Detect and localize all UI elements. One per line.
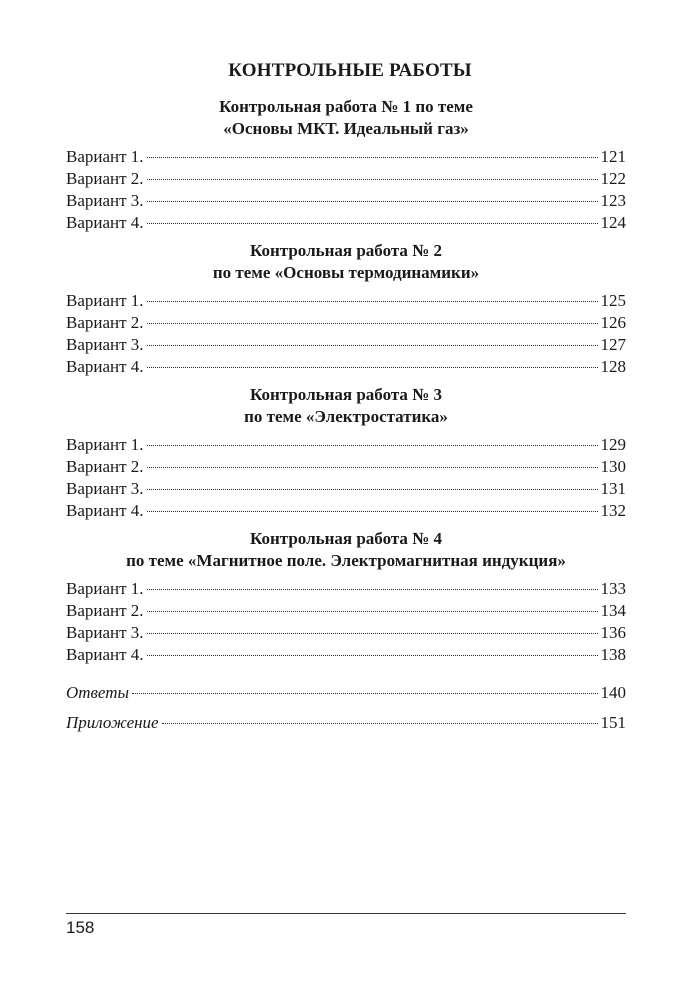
- dot-leader: [147, 179, 598, 180]
- section-heading: [66, 96, 626, 140]
- toc-entry[interactable]: [66, 600, 626, 622]
- toc-entry[interactable]: [66, 334, 626, 356]
- toc-section-3: [66, 384, 626, 522]
- dot-leader: [147, 489, 598, 490]
- page-number: 158: [66, 918, 95, 937]
- toc-list: [66, 146, 626, 234]
- section-heading-line-1: Контрольная работа № 4: [250, 529, 442, 548]
- toc-section-1: [66, 96, 626, 234]
- toc-entry[interactable]: [66, 434, 626, 456]
- toc-entry-page: 128: [600, 357, 626, 376]
- toc-entry[interactable]: [66, 146, 626, 168]
- toc-entry[interactable]: [66, 578, 626, 600]
- toc-list: [66, 290, 626, 378]
- toc-entry[interactable]: [66, 190, 626, 212]
- toc-entry-answers[interactable]: [66, 678, 626, 708]
- toc-entry-label: Вариант 2.: [66, 457, 144, 476]
- toc-entry[interactable]: [66, 644, 626, 666]
- toc-entry-page: 129: [600, 435, 626, 454]
- section-heading-line-1: Контрольная работа № 2: [250, 241, 442, 260]
- toc-entry-label: Вариант 1.: [66, 291, 144, 310]
- dot-leader: [147, 367, 598, 368]
- toc-section-2: [66, 240, 626, 378]
- toc-entry[interactable]: [66, 168, 626, 190]
- dot-leader: [147, 633, 598, 634]
- toc-entry[interactable]: [66, 622, 626, 644]
- dot-leader: [147, 655, 598, 656]
- table-of-contents: [66, 96, 626, 738]
- toc-list: [66, 434, 626, 522]
- toc-entry-label: Приложение: [66, 713, 159, 732]
- dot-leader: [147, 201, 598, 202]
- toc-entry[interactable]: [66, 500, 626, 522]
- section-heading-line-2: «Основы МКТ. Идеальный газ»: [223, 119, 469, 138]
- section-heading: [66, 528, 626, 572]
- toc-entry-page: 123: [600, 191, 626, 210]
- section-heading: [66, 384, 626, 428]
- footer-divider: [66, 913, 626, 914]
- toc-entry-label: Вариант 1.: [66, 579, 144, 598]
- section-heading-line-1: Контрольная работа № 1 по теме: [219, 97, 473, 116]
- toc-entry-page: 133: [600, 579, 626, 598]
- page-title: КОНТРОЛЬНЫЕ РАБОТЫ: [228, 60, 472, 81]
- toc-entry[interactable]: [66, 212, 626, 234]
- toc-entry-page: 136: [600, 623, 626, 642]
- toc-entry-page: 134: [600, 601, 626, 620]
- dot-leader: [147, 323, 598, 324]
- toc-entry-page: 127: [600, 335, 626, 354]
- section-heading-line-2: по теме «Электростатика»: [244, 407, 448, 426]
- toc-entry[interactable]: [66, 290, 626, 312]
- toc-entry-label: Ответы: [66, 683, 130, 702]
- toc-entry-label: Вариант 4.: [66, 213, 144, 232]
- section-heading-line-1: Контрольная работа № 3: [250, 385, 442, 404]
- dot-leader: [132, 693, 597, 694]
- toc-entry-page: 140: [600, 683, 626, 702]
- toc-entry-label: Вариант 3.: [66, 479, 144, 498]
- toc-entry-page: 132: [600, 501, 626, 520]
- dot-leader: [147, 467, 598, 468]
- section-heading-line-2: по теме «Магнитное поле. Электромагнитная индукция»: [126, 551, 566, 570]
- toc-entry-page: 126: [600, 313, 626, 332]
- toc-entry-label: Вариант 4.: [66, 645, 144, 664]
- dot-leader: [147, 445, 598, 446]
- toc-entry-label: Вариант 2.: [66, 601, 144, 620]
- toc-entry-page: 151: [600, 713, 626, 732]
- toc-entry-page: 124: [600, 213, 626, 232]
- dot-leader: [147, 301, 598, 302]
- toc-entry[interactable]: [66, 456, 626, 478]
- toc-entry[interactable]: [66, 478, 626, 500]
- section-heading: [66, 240, 626, 284]
- toc-entry-label: Вариант 4.: [66, 501, 144, 520]
- toc-entry-appendix[interactable]: [66, 708, 626, 738]
- toc-entry-page: 131: [600, 479, 626, 498]
- dot-leader: [162, 723, 598, 724]
- dot-leader: [147, 157, 598, 158]
- toc-entry-label: Вариант 1.: [66, 435, 144, 454]
- toc-entry-label: Вариант 3.: [66, 335, 144, 354]
- section-heading-line-2: по теме «Основы термодинамики»: [212, 263, 480, 282]
- toc-entry[interactable]: [66, 356, 626, 378]
- toc-extras: [66, 678, 626, 738]
- toc-entry-page: 125: [600, 291, 626, 310]
- toc-entry[interactable]: [66, 312, 626, 334]
- toc-entry-label: Вариант 2.: [66, 169, 144, 188]
- toc-entry-label: Вариант 1.: [66, 147, 144, 166]
- dot-leader: [147, 223, 598, 224]
- toc-entry-label: Вариант 3.: [66, 191, 144, 210]
- toc-list: [66, 578, 626, 666]
- toc-entry-label: Вариант 3.: [66, 623, 144, 642]
- dot-leader: [147, 511, 598, 512]
- dot-leader: [147, 589, 598, 590]
- toc-entry-page: 130: [600, 457, 626, 476]
- toc-section-4: [66, 528, 626, 666]
- dot-leader: [147, 345, 598, 346]
- toc-entry-page: 138: [600, 645, 626, 664]
- toc-entry-label: Вариант 4.: [66, 357, 144, 376]
- dot-leader: [147, 611, 598, 612]
- toc-entry-label: Вариант 2.: [66, 313, 144, 332]
- toc-entry-page: 122: [600, 169, 626, 188]
- toc-entry-page: 121: [600, 147, 626, 166]
